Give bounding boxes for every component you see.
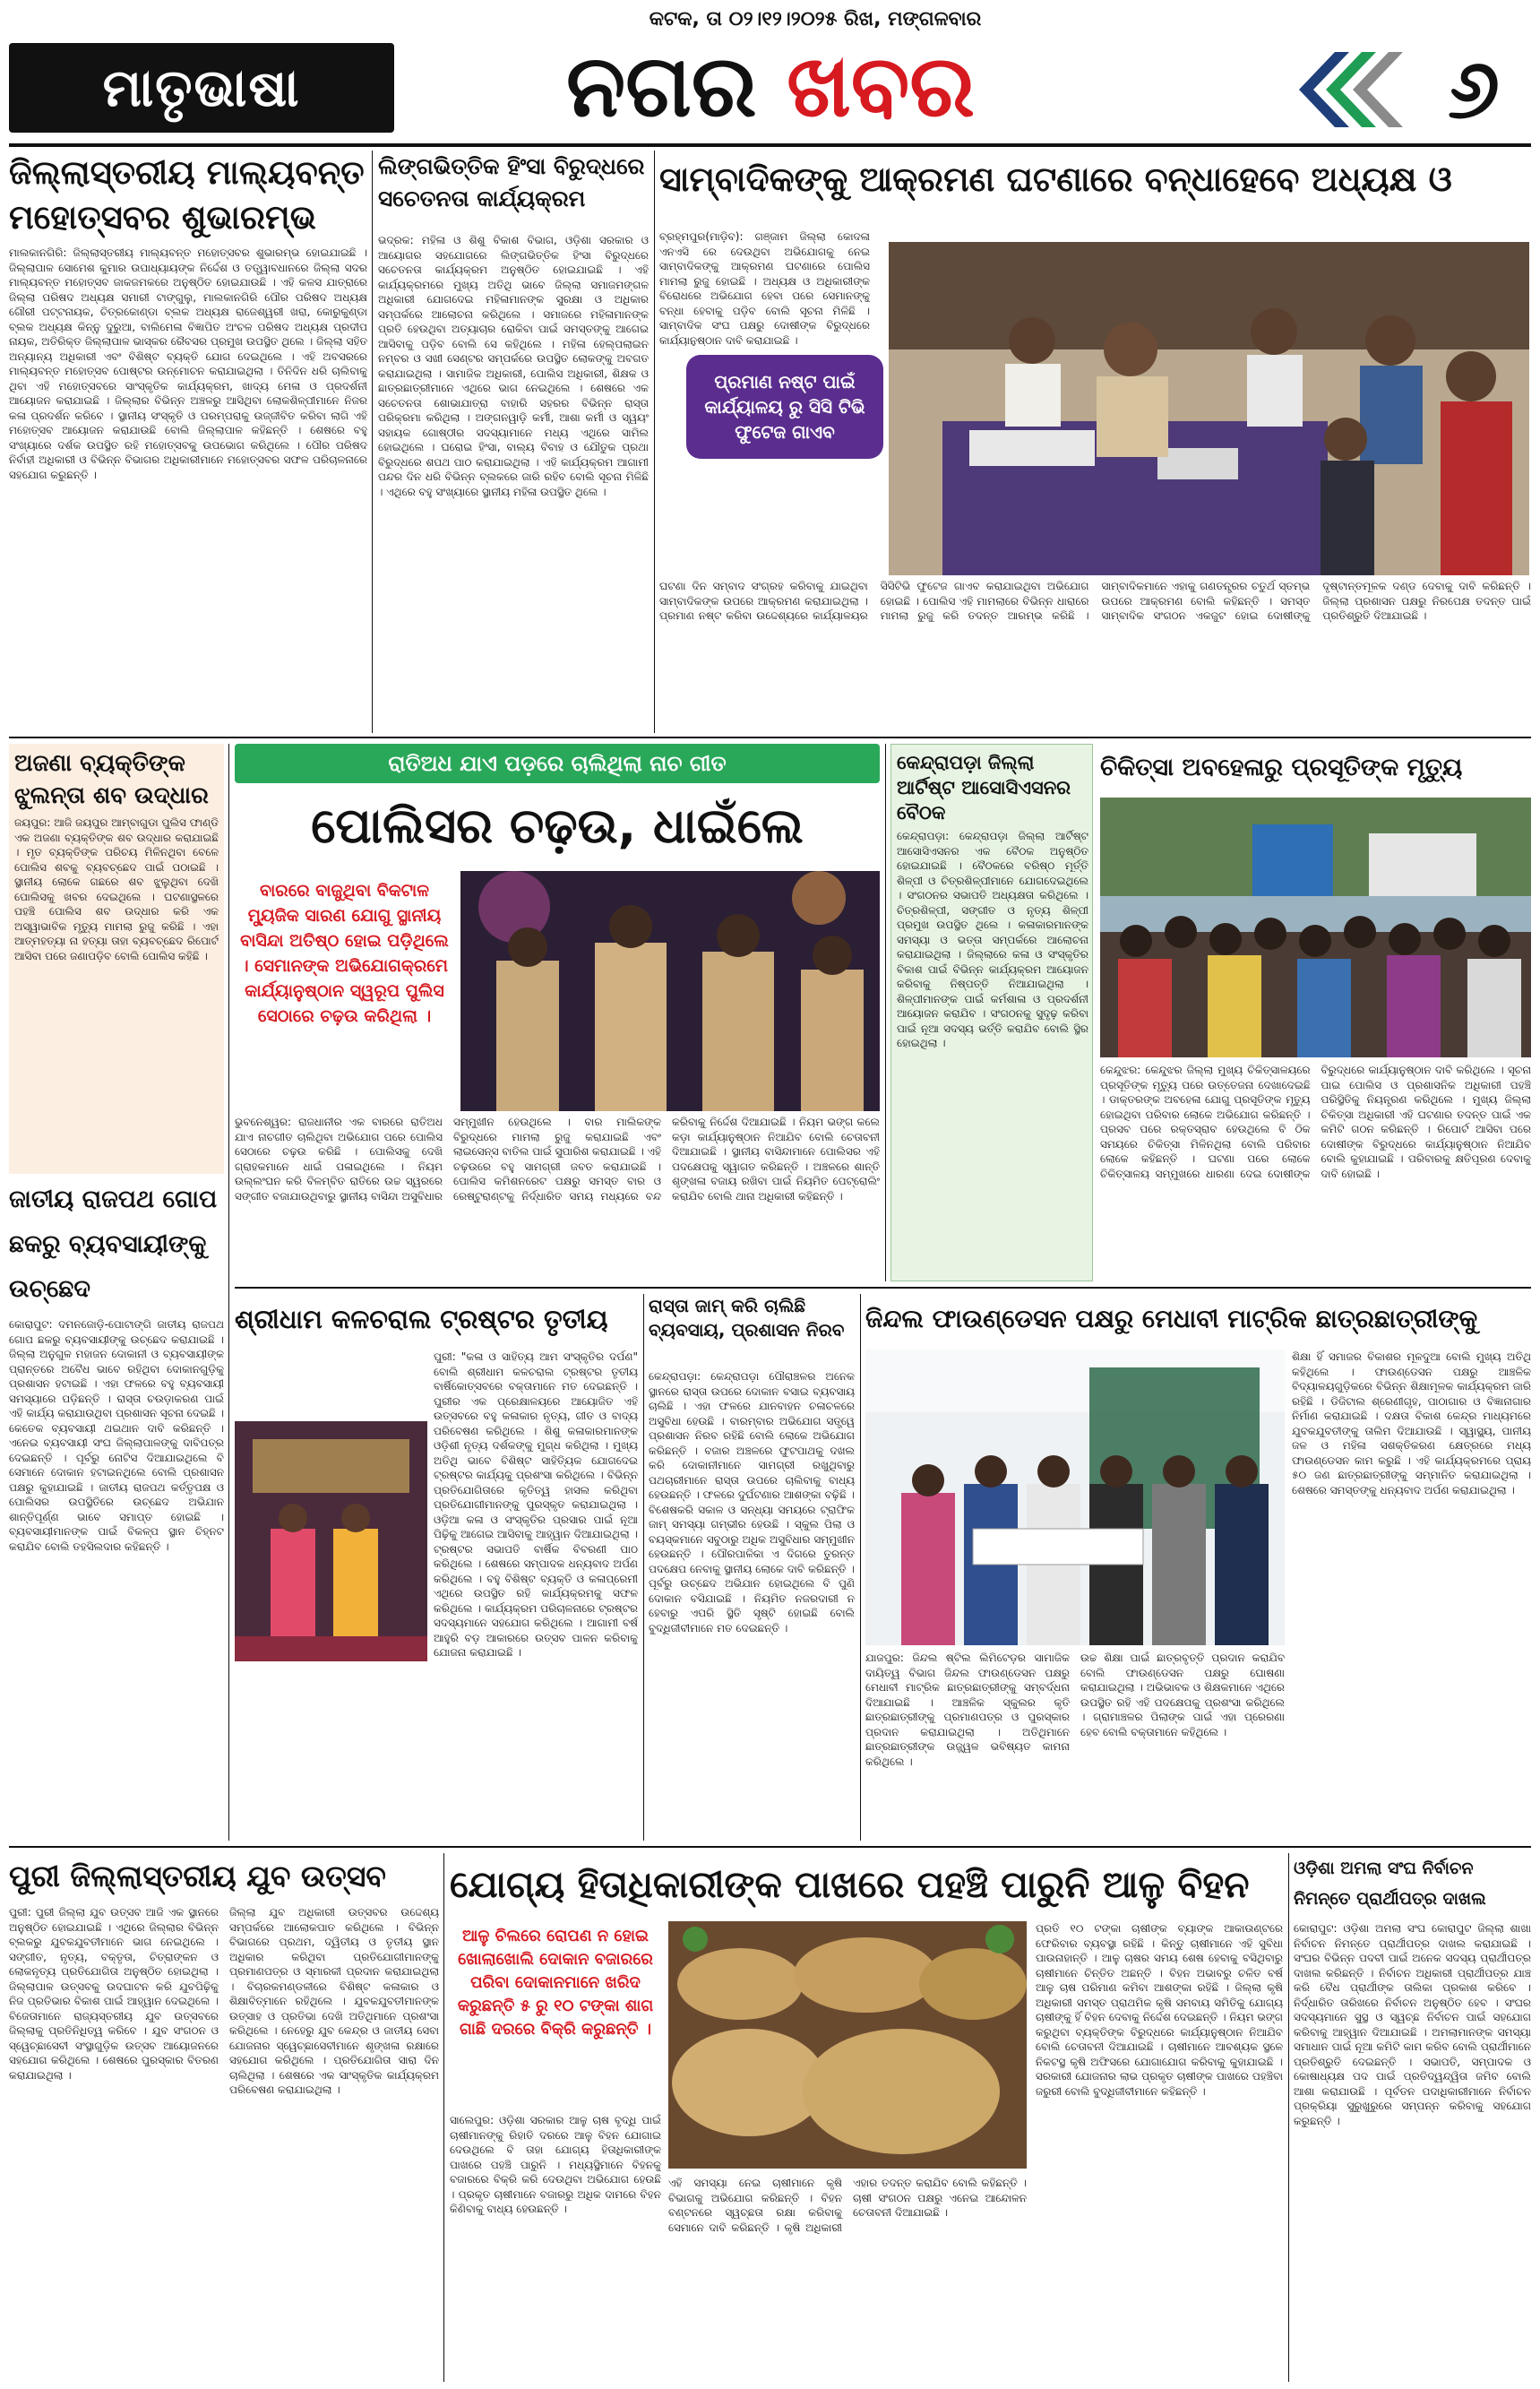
row-rule [9, 737, 1531, 738]
police-photo [460, 871, 880, 1111]
logo-text: ମାତୃଭାଷା [102, 57, 301, 118]
headline: ରାସ୍ତା ଜାମ୍ କରି ଚାଲିଛି ବ୍ୟବସାୟ, ପ୍ରଶାସନ ନିରବ [649, 1295, 845, 1341]
article-body-recovered [9, 744, 224, 1174]
body-text: ଜୟପୁର: ଆଜି ଜୟପୁର ଆମ୍ବାଗୁଡା ପୁଲିସ ଫାଣ୍ଡି ଏକ ଅଜଣା ବ୍ୟକ୍ତିଙ୍କ ଶବ ଉଦ୍ଧାର କରାଯାଇଛି । ମୃତ ବ୍ୟକ୍ତିଙ୍କ ପରିଚୟ ମିଳିନଥିବା ବେଳେ ପୋଲିସ ଶବକୁ ବ୍ୟବଚ୍ଛେଦ ପାଇଁ ପଠାଇଛି । ସ୍ଥାନୀୟ ଲୋକେ ଗଛରେ ଶବ ଝୁଲୁଥିବା ଦେଖି ପୋଲିସକୁ ଖବର ଦେଇଥିଲେ । ଘଟଣାସ୍ଥଳରେ ପହଞ୍ଚି ପୋଲିସ ଶବ ଉଦ୍ଧାର କରି ଏକ ଅସ୍ୱାଭାବିକ ମୃତ୍ୟୁ ମାମଲା ରୁଜୁ କରିଛି । ଏହା ଆତ୍ମହତ୍ୟା ନା ହତ୍ୟା ତାହା ବ୍ୟବଚ୍ଛେଦ ରିପୋର୍ଟ ଆସିବା ପରେ ଜଣାପଡ଼ିବ ବୋଲି ପୋଲିସ କହିଛି । [14, 816, 219, 962]
article-journalist-attack [659, 151, 1531, 733]
section-title-a: ନଗର [565, 36, 757, 136]
body-text: କୋରାପୁଟ: ଓଡ଼ିଶା ଅମଲା ସଂଘ କୋରାପୁଟ ଜିଲ୍ଲା ଶାଖା ନିର୍ବାଚନ ନିମନ୍ତେ ପ୍ରାର୍ଥୀପତ୍ର ଦାଖଲ କରାଯାଇଛି । ସଂଘର ବିଭିନ୍ନ ପଦବୀ ପାଇଁ ଅନେକ ସଦସ୍ୟ ପ୍ରାର୍ଥୀପତ୍ର ଦାଖଲ କରିଛନ୍ତି । ନିର୍ବାଚନ ଅଧିକାରୀ ପ୍ରାର୍ଥୀପତ୍ର ଯାଞ୍ଚ କରି ବୈଧ ପ୍ରାର୍ଥୀଙ୍କ ତାଲିକା ପ୍ରକାଶ କରିବେ । ନିର୍ଦ୍ଧାରିତ ତାରିଖରେ ନିର୍ବାଚନ ଅନୁଷ୍ଠିତ ହେବ । ସଂଘର ସଦସ୍ୟମାନେ ସୁସ୍ଥ ଓ ସ୍ୱଚ୍ଛ ନିର୍ବାଚନ ପାଇଁ ସହଯୋଗ କରିବାକୁ ଆହ୍ୱାନ ଦିଆଯାଇଛି । ଅମଲାମାନଙ୍କ ସମସ୍ୟା ସମାଧାନ ପାଇଁ ନୂଆ କମିଟି କାମ କରିବ ବୋଲି ପ୍ରାର୍ଥୀମାନେ ପ୍ରତିଶ୍ରୁତି ଦେଇଛନ୍ତି । ସଭାପତି, ସମ୍ପାଦକ ଓ କୋଷାଧ୍ୟକ୍ଷ ପଦ ପାଇଁ ପ୍ରତିଦ୍ୱନ୍ଦ୍ୱିତା ଜମିବ ବୋଲି ଆଶା କରାଯାଉଛି । ପୂର୍ବତନ ପଦାଧିକାରୀମାନେ ନିର୍ବାଚନ ପ୍ରକ୍ରିୟା ସୁରୁଖୁରୁରେ ସମ୍ପନ୍ନ କରିବାକୁ ସହଯୋଗ କରୁଛନ୍ତି । [1294, 1922, 1531, 2127]
body-text: କେନ୍ଦୁଝର: କେନ୍ଦୁଝର ଜିଲ୍ଲା ମୁଖ୍ୟ ଚିକିତ୍ସାଳୟରେ ପ୍ରସୂତିଙ୍କ ମୃତ୍ୟୁ ପରେ ଉତ୍ତେଜନା ଦେଖାଦେଇଛି । ଡାକ୍ତରଙ୍କ ଅବହେଳା ଯୋଗୁ ପ୍ରସୂତିଙ୍କ ମୃତ୍ୟୁ ହୋଇଥିବା ପରିବାର ଲୋକେ ଅଭିଯୋଗ କରିଛନ୍ତି । ପ୍ରସବ ପରେ ରକ୍ତସ୍ରାବ ହେଉଥିଲେ ବି ଠିକ ସମୟରେ ଚିକିତ୍ସା ମିଳିନଥିଲା ବୋଲି ପରିବାର ଲୋକେ କହିଛନ୍ତି । ଘଟଣା ପରେ ଲୋକେ ଚିକିତ୍ସାଳୟ ସମ୍ମୁଖରେ ଧାରଣା ଦେଇ ଦୋଷୀଙ୍କ ବିରୁଦ୍ଧରେ କାର୍ଯ୍ୟାନୁଷ୍ଠାନ ଦାବି କରିଥିଲେ । ସୂଚନା ପାଇ ପୋଲିସ ଓ ପ୍ରଶାସନିକ ଅଧିକାରୀ ପହଞ୍ଚି ପରିସ୍ଥିତିକୁ ନିୟନ୍ତ୍ରଣ କରିଥିଲେ । ମୁଖ୍ୟ ଜିଲ୍ଲା ଚିକିତ୍ସା ଅଧିକାରୀ ଏହି ଘଟଣାର ତଦନ୍ତ ପାଇଁ ଏକ କମିଟି ଗଠନ କରିଛନ୍ତି । ରିପୋର୍ଟ ଆସିବା ପରେ ଦୋଷୀଙ୍କ ବିରୁଦ୍ଧରେ କାର୍ଯ୍ୟାନୁଷ୍ଠାନ ନିଆଯିବ ବୋଲି କୁହାଯାଇଛି । ପରିବାରକୁ କ୍ଷତିପୂରଣ ଦେବାକୁ ଦାବି ହୋଇଛି । [1100, 1064, 1531, 1180]
article-road-jam [649, 1294, 855, 1841]
headline: ଯୋଗ୍ୟ ହିତାଧିକାରୀଙ୍କ ପାଖରେ ପହଞ୍ଚି ପାରୁନି ଆଳୁ ବିହନ [450, 1863, 1250, 1906]
stage-photo [235, 1421, 427, 1661]
masthead-logo [9, 43, 394, 133]
body-text-right: ଶିକ୍ଷା ହିଁ ସମାଜର ବିକାଶର ମୂଳଦୁଆ ବୋଲି ମୁଖ୍ୟ ଅତିଥି କହିଥିଲେ । ଫାଉଣ୍ଡେସନ ପକ୍ଷରୁ ଆଞ୍ଚଳିକ ବିଦ୍ୟାଳୟଗୁଡ଼ିକରେ ବିଭିନ୍ନ ଶିକ୍ଷାମୂଳକ କାର୍ଯ୍ୟକ୍ରମ ଜାରି ରହିଛି । ଡିଜିଟାଲ ଶ୍ରେଣୀଗୃହ, ପାଠାଗାର ଓ ବିଜ୍ଞାନାଗାର ନିର୍ମାଣ କରାଯାଇଛି । ଦକ୍ଷତା ବିକାଶ କେନ୍ଦ୍ର ମାଧ୍ୟମରେ ଯୁବକଯୁବତୀଙ୍କୁ ତାଲିମ ଦିଆଯାଉଛି । ସ୍ୱାସ୍ଥ୍ୟ, ପାନୀୟ ଜଳ ଓ ମହିଳା ସଶକ୍ତିକରଣ କ୍ଷେତ୍ରରେ ମଧ୍ୟ ଫାଉଣ୍ଡେସନ କାମ କରୁଛି । ଏହି କାର୍ଯ୍ୟକ୍ରମରେ ପ୍ରାୟ ୫୦ ଜଣ ଛାତ୍ରଛାତ୍ରୀଙ୍କୁ ସମ୍ମାନିତ କରାଯାଇଥିଲା । ଶେଷରେ ସମସ୍ତଙ୍କୁ ଧନ୍ୟବାଦ ଅର୍ପଣ କରାଯାଇଥିଲା । [1292, 1350, 1531, 1496]
body-text-right: ଏହି ସମସ୍ୟା ନେଇ ଚାଷୀମାନେ କୃଷି ବିଭାଗକୁ ଅଭିଯୋଗ କରିଛନ୍ତି । ବିହନ ବଣ୍ଟନରେ ସ୍ୱଚ୍ଛତା ରକ୍ଷା କରିବାକୁ ସେମାନେ ଦାବି କରିଛନ୍ତି । କୃଷି ଅଧିକାରୀ ଏହାର ତଦନ୍ତ କରାଯିବ ବୋଲି କହିଛନ୍ତି । ଚାଷୀ ସଂଗଠନ ପକ୍ଷରୁ ଏନେଇ ଆନ୍ଦୋଳନ ଚେତାବନୀ ଦିଆଯାଇଛି । [668, 2177, 1027, 2234]
column-rule [654, 151, 655, 733]
body-text: କେନ୍ଦ୍ରାପଡ଼ା: କେନ୍ଦ୍ରାପଡ଼ା ପୌରାଞ୍ଚଳର ଅନେକ ସ୍ଥାନରେ ରାସ୍ତା ଉପରେ ଦୋକାନ ବସାଇ ବ୍ୟବସାୟ ଚାଲିଛି । ଏହା ଫଳରେ ଯାନବାହନ ଚଳାଚଳରେ ଅସୁବିଧା ହେଉଛି । ବାରମ୍ବାର ଅଭିଯୋଗ ସତ୍ତ୍ୱେ ପ୍ରଶାସନ ନିରବ ରହିଛି ବୋଲି ଲୋକେ ଅଭିଯୋଗ କରିଛନ୍ତି । ବଜାର ଅଞ୍ଚଳରେ ଫୁଟପାଥକୁ ଦଖଲ କରି ଦୋକାନୀମାନେ ସାମଗ୍ରୀ ରଖୁଥିବାରୁ ପଥଚାରୀମାନେ ରାସ୍ତା ଉପରେ ଚାଲିବାକୁ ବାଧ୍ୟ ହେଉଛନ୍ତି । ଫଳରେ ଦୁର୍ଘଟଣାର ଆଶଙ୍କା ବଢ଼ିଛି । ବିଶେଷକରି ସକାଳ ଓ ସନ୍ଧ୍ୟା ସମୟରେ ଟ୍ରାଫିକ ଜାମ୍ ସମସ୍ୟା ଗମ୍ଭୀର ହେଉଛି । ସ୍କୁଲ ପିଲା ଓ ବୟସ୍କମାନେ ସବୁଠାରୁ ଅଧିକ ଅସୁବିଧାର ସମ୍ମୁଖୀନ ହେଉଛନ୍ତି । ପୌରପାଳିକା ଏ ଦିଗରେ ତୁରନ୍ତ ପଦକ୍ଷେପ ନେବାକୁ ସ୍ଥାନୀୟ ଲୋକେ ଦାବି କରିଛନ୍ତି । ପୂର୍ବରୁ ଉଚ୍ଛେଦ ଅଭିଯାନ ହୋଇଥିଲେ ବି ପୁଣି ଦୋକାନ ବସିଯାଇଛି । ନିୟମିତ ନଜରଦାରୀ ନ ହେବାରୁ ଏପରି ସ୍ଥିତି ସୃଷ୍ଟି ହୋଇଛି ବୋଲି ବୁଦ୍ଧିଜୀବୀମାନେ ମତ ଦେଇଛନ୍ତି । [649, 1370, 855, 1634]
callout: ଆଳୁ ଚିଲରେ ରୋପଣ ନ ହୋଇ ଖୋଲାଖୋଲି ଦୋକାନ ବଜାରରେ ପରିବା ଦୋକାନମାନେ ଖରିଦ କରୁଛନ୍ତି ୫ ରୁ ୧୦ ଟଙ୍କା ଶାଗ ଗାଛି ଦରରେ ବିକ୍ରି କରୁଛନ୍ତି । [457, 1927, 654, 2039]
felicitation-photo [865, 1350, 1285, 1645]
headline: ଜିଲ୍ଲାସ୍ତରୀୟ ମାଲ୍ୟବନ୍ତ ମହୋତ୍ସବର ଶୁଭାରମ୍ଭ [9, 153, 365, 237]
headline: ଶ୍ରୀଧାମ କଳଚରାଲ ଟ୍ରଷ୍ଟର ତୃତୀୟ [235, 1304, 608, 1334]
headline: ଓଡ଼ିଶା ଅମଲା ସଂଘ ନିର୍ବାଚନ ନିମନ୍ତେ ପ୍ରାର୍ଥୀପତ୍ର ଦାଖଲ [1294, 1859, 1486, 1909]
callout: ପ୍ରମାଣ ନଷ୍ଟ ପାଇଁ କାର୍ଯ୍ୟାଳୟ ରୁ ସିସି ଟିଭି ଫୁଟେଜ ଗାଏବ [686, 355, 883, 459]
section-title [421, 32, 1120, 140]
headline: ଜାତୀୟ ରାଜପଥ ଗୋପ ଛକରୁ ବ୍ୟବସାୟୀଙ୍କୁ ଉଚ୍ଛେଦ [9, 1186, 218, 1303]
column-rule [443, 1853, 444, 2382]
article-cultural-trust [235, 1294, 638, 1841]
chevron-logo-icon [1281, 45, 1407, 134]
body-text: କେନ୍ଦ୍ରାପଡ଼ା: କେନ୍ଦ୍ରାପଡ଼ା ଜିଲ୍ଲା ଆର୍ଟିଷ୍ଟ ଆସୋସିଏସନର ଏକ ବୈଠକ ଅନୁଷ୍ଠିତ ହୋଇଯାଇଛି । ବୈଠକରେ ବରିଷ୍ଠ ମୂର୍ତ୍ତି ଶିଳ୍ପୀ ଓ ଚିତ୍ରଶିଳ୍ପୀମାନେ ଯୋଗଦେଇଥିଲେ । ସଂଗଠନର ସଭାପତି ଅଧ୍ୟକ୍ଷତା କରିଥିଲେ । ଚିତ୍ରଶିଳ୍ପୀ, ସଙ୍ଗୀତ ଓ ନୃତ୍ୟ ଶିଳ୍ପୀ ପ୍ରମୁଖ ଉପସ୍ଥିତ ଥିଲେ । କଳାକାରମାନଙ୍କ ସମସ୍ୟା ଓ ଭତ୍ତା ସମ୍ପର୍କରେ ଆଲୋଚନା କରାଯାଇଥିଲା । ଜିଲ୍ଲାରେ କଳା ଓ ସଂସ୍କୃତିର ବିକାଶ ପାଇଁ ବିଭିନ୍ନ କାର୍ଯ୍ୟକ୍ରମ ଆୟୋଜନ କରିବାକୁ ନିଷ୍ପତ୍ତି ନିଆଯାଇଥିଲା । ଶିଳ୍ପୀମାନଙ୍କ ପାଇଁ କର୍ମଶାଳା ଓ ପ୍ରଦର୍ଶନୀ ଆୟୋଜନ କରାଯିବ । ସଂଗଠନକୁ ସୁଦୃଢ଼ କରିବା ପାଇଁ ନୂଆ ସଦସ୍ୟ ଭର୍ତ୍ତି କରାଯିବ ବୋଲି ସ୍ଥିର ହୋଇଥିଲା । [897, 830, 1088, 1049]
headline: ଅଜଣା ବ୍ୟକ୍ତିଙ୍କ ଝୁଲନ୍ତା ଶବ ଉଦ୍ଧାର [14, 750, 209, 809]
body-text-col: ପ୍ରତି ୧୦ ଟଙ୍କା ଚାଷୀଙ୍କ ବ୍ୟାଙ୍କ ଆକାଉଣ୍ଟରେ ଫେରିବାର ବ୍ୟବସ୍ଥା ରହିଛି । କିନ୍ତୁ ଚାଷୀମାନେ ଏହି ସୁବିଧା ପାଉନାହାନ୍ତି । ଆଳୁ ଚାଷର ସମୟ ଶେଷ ହେବାକୁ ବସିଥିବାରୁ ଚାଷୀମାନେ ଚିନ୍ତିତ ଅଛନ୍ତି । ବିହନ ଅଭାବରୁ ଚଳିତ ବର୍ଷ ଆଳୁ ଚାଷ ପରିମାଣ କମିବା ଆଶଙ୍କା ରହିଛି । ଜିଲ୍ଲା କୃଷି ଅଧିକାରୀ ସମସ୍ତ ପ୍ରାଥମିକ କୃଷି ସମବାୟ ସମିତିକୁ ଯୋଗ୍ୟ ଚାଷୀଙ୍କୁ ହିଁ ବିହନ ଦେବାକୁ ନିର୍ଦ୍ଦେଶ ଦେଇଛନ୍ତି । ନିୟମ ଭଙ୍ଗ କରୁଥିବା ବ୍ୟକ୍ତିଙ୍କ ବିରୁଦ୍ଧରେ କାର୍ଯ୍ୟାନୁଷ୍ଠାନ ନିଆଯିବ ବୋଲି ଚେତାବନୀ ଦିଆଯାଇଛି । ଚାଷୀମାନେ ଆବଶ୍ୟକ ସ୍ଥଳେ ନିକଟସ୍ଥ କୃଷି ଅଫିସରେ ଯୋଗାଯୋଗ କରିବାକୁ କୁହାଯାଇଛି । ସରକାରୀ ଯୋଜନାର ଲାଭ ପ୍ରକୃତ ଚାଷୀଙ୍କ ପାଖରେ ପହଞ୍ଚିବା ଜରୁରୀ ବୋଲି ବୁଦ୍ଧିଜୀବୀମାନେ କହିଛନ୍ତି । [1036, 1922, 1283, 2098]
row-rule [9, 1846, 1531, 1848]
body-text: ଭୁବନେଶ୍ୱର: ରାଜଧାନୀର ଏକ ବାରରେ ରାତିଅଧ ଯାଏ ନାଚଗୀତ ଚାଲିଥିବା ଅଭିଯୋଗ ପରେ ପୋଲିସ ସେଠାରେ ଚଢ଼ଉ କରିଛି । ପୋଲିସକୁ ଦେଖି ଗ୍ରାହକମାନେ ଧାଇଁ ପଳାଇଥିଲେ । ନିୟମ ଉଲ୍ଲଂଘନ କରି ବିଳମ୍ବିତ ରାତିରେ ଉଚ୍ଚ ସ୍ୱରରେ ସଙ୍ଗୀତ ବଜାଯାଉଥିବାରୁ ସ୍ଥାନୀୟ ବାସିନ୍ଦା ଅସୁବିଧାର ସମ୍ମୁଖୀନ ହେଉଥିଲେ । ବାର ମାଲିକଙ୍କ ବିରୁଦ୍ଧରେ ମାମଲା ରୁଜୁ କରାଯାଇଛି ଏବଂ ଲାଇସେନ୍ସ ବାତିଲ ପାଇଁ ସୁପାରିଶ କରାଯାଇଛି । ଏହି ଚଢ଼ଉରେ ବହୁ ସାମଗ୍ରୀ ଜବତ କରାଯାଇଛି । ପୋଲିସ କମିଶନରେଟ ପକ୍ଷରୁ ସମସ୍ତ ବାର ଓ ରେଷ୍ଟୁରାଣ୍ଟକୁ ନିର୍ଦ୍ଧାରିତ ସମୟ ମଧ୍ୟରେ ବନ୍ଦ କରିବାକୁ ନିର୍ଦ୍ଦେଶ ଦିଆଯାଇଛି । ନିୟମ ଭଙ୍ଗ କଲେ କଡ଼ା କାର୍ଯ୍ୟାନୁଷ୍ଠାନ ନିଆଯିବ ବୋଲି ଚେତାବନୀ ଦିଆଯାଇଛି । ସ୍ଥାନୀୟ ବାସିନ୍ଦାମାନେ ପୋଲିସର ଏହି ପଦକ୍ଷେପକୁ ସ୍ୱାଗତ କରିଛନ୍ତି । ଅଞ୍ଚଳରେ ଶାନ୍ତି ଶୃଙ୍ଖଳା ବଜାୟ ରଖିବା ପାଇଁ ନିୟମିତ ପେଟ୍ରୋଲିଂ କରାଯିବ ବୋଲି ଥାନା ଅଧିକାରୀ କହିଛନ୍ତି । [235, 1116, 880, 1203]
meeting-photo [889, 242, 1529, 575]
article-highway-eviction [9, 1177, 224, 1841]
article-youth-festival [9, 1853, 439, 2382]
headline: ସାମ୍ବାଦିକଙ୍କୁ ଆକ୍ରମଣ ଘଟଣାରେ ବନ୍ଧାହେବେ ଅଧ୍ୟକ୍ଷ ଓ [659, 160, 1452, 199]
callout: ବାରରେ ବାଜୁଥିବା ବିକଟାଳ ମ୍ୟୁଜିକ ସାରଣ ଯୋଗୁ ସ୍ଥାନୀୟ ବାସିନ୍ଦା ଅତିଷ୍ଠ ହୋଇ ପଡ଼ିଥିଲେ । ସେମାନଙ୍କ ଅଭିଯୋଗକ୍ରମେ କାର୍ଯ୍ୟାନୁଷ୍ଠାନ ସ୍ୱରୂପ ପୁଲିସ ସେଠାରେ ଚଢ଼ଉ କରିଥିଲା । [240, 881, 449, 1026]
article-gender-violence [378, 151, 649, 733]
body-text: ମାଲକାନଗିରି: ଜିଲ୍ଲାସ୍ତରୀୟ ମାଲ୍ୟବନ୍ତ ମହୋତ୍ସବର ଶୁଭାରମ୍ଭ ହୋଇଯାଇଛି । ଜିଲ୍ଲାପାଳ ସୋମେଶ କୁମାର ଉପାଧ୍ୟାୟଙ୍କ ନିର୍ଦ୍ଦେଶ ଓ ତତ୍ତ୍ୱାବଧାନରେ ଜିଲ୍ଲା ସଦର ମାଲ୍ୟବନ୍ତ ମହୋତ୍ସବ ଜାକଜମକରେ ଅନୁଷ୍ଠିତ ହୋଇଯାଉଛି । ଏହି କଳସ ଯାତ୍ରାରେ ଜିଲ୍ଲା ପରିଷଦ ଅଧ୍ୟକ୍ଷ ସମାରୀ ଟାଙ୍ଗୁଲୁ, ମାଲକାନଗିରି ପୌର ପରିଷଦ ଅଧ୍ୟକ୍ଷ ଗୌରୀ ପଟ୍ଟନାୟକ, ଚିତ୍ରକୋଣ୍ଡା ବ୍ଲକ ଅଧ୍ୟକ୍ଷ ରାଜେଶ୍ୱରୀ ଖରା, କୋରୁକୁଣ୍ଡା ବ୍ଲକ ଅଧ୍ୟକ୍ଷ କିନ୍ନୁ ଦୁରୁଆ, ବାଲିମେଳା ବିଜ୍ଞାପିତ ଅଂଚଳ ପରିଷଦ ଅଧ୍ୟକ୍ଷ ପ୍ରଦୀପ ନାୟକ, ଅତିରିକ୍ତ ଜିଲ୍ଲାପାଳ ଭାସ୍କର ରୈବସର ପ୍ରମୁଖ ଉପସ୍ଥିତ ଥିଲେ । ଜିଲ୍ଲା ସହିତ ଅନ୍ୟାନ୍ୟ ଅଧିକାରୀ ଏବଂ ବିଶିଷ୍ଟ ବ୍ୟକ୍ତି ଯୋଗ ଦେଇଥିଲେ । ଏହି ଅବସରରେ ମାଲ୍ୟବନ୍ତ ମହୋତ୍ସବ ପୋଷ୍ଟର ଉନ୍ମୋଚନ କରାଯାଇଥିଲା । ତିନିଦିନ ଧରି ଚାଲିବାକୁ ଥିବା ଏହି ମହୋତ୍ସବରେ ସାଂସ୍କୃତିକ କାର୍ଯ୍ୟକ୍ରମ, ଖାଦ୍ୟ ମେଳା ଓ ପ୍ରଦର୍ଶନୀ ଆୟୋଜନ କରାଯାଇଛି । ଜିଲ୍ଲାର ବିଭିନ୍ନ ଅଞ୍ଚଳରୁ ଆସିଥିବା ଲୋକଶିଳ୍ପୀମାନେ ନିଜର କଳା ପ୍ରଦର୍ଶନ କରିବେ । ସ୍ଥାନୀୟ ସଂସ୍କୃତି ଓ ପରମ୍ପରାକୁ ଉଜ୍ଜୀବିତ କରିବା ଲାଗି ଏହି ମହୋତ୍ସବ ଆୟୋଜନ କରାଯାଉଛି ବୋଲି ଜିଲ୍ଲାପାଳ କହିଛନ୍ତି । ଶେଷରେ ବହୁ ସଂଖ୍ୟାରେ ଦର୍ଶକ ଉପସ୍ଥିତ ରହି ମହୋତ୍ସବକୁ ଉପଭୋଗ କରିଥିଲେ । ପୌର ପରିଷଦ ନିର୍ବାହୀ ଅଧିକାରୀ ଓ ବିଭିନ୍ନ ବିଭାଗର ଅଧିକାରୀମାନେ ମହୋତ୍ସବର ସଫଳ ପରିଚାଳନାରେ ସହଯୋଗ କରୁଛନ୍ତି । [9, 246, 367, 481]
body-text-left: ଯାଜପୁର: ଜିନ୍ଦଲ ଷ୍ଟିଲ ଲିମିଟେଡ଼ର ସାମାଜିକ ଦାୟିତ୍ୱ ବିଭାଗ ଜିନ୍ଦଲ ଫାଉଣ୍ଡେସନ ପକ୍ଷରୁ ମେଧାବୀ ମାଟ୍ରିକ ଛାତ୍ରଛାତ୍ରୀଙ୍କୁ ସମ୍ବର୍ଦ୍ଧନା ଦିଆଯାଇଛି । ଆଞ୍ଚଳିକ ସ୍କୁଲର କୃତି ଛାତ୍ରଛାତ୍ରୀଙ୍କୁ ପ୍ରମାଣପତ୍ର ଓ ପୁରସ୍କାର ପ୍ରଦାନ କରାଯାଇଥିଲା । ଅତିଥିମାନେ ଛାତ୍ରଛାତ୍ରୀଙ୍କ ଉଜ୍ଜ୍ୱଳ ଭବିଷ୍ୟତ କାମନା କରିଥିଲେ । [865, 1652, 1070, 1768]
dateline: କଟକ, ତା ୦୨।୧୨।୨୦୨୫ ରିଖ, ମଙ୍ଗଳବାର [649, 8, 982, 30]
column-rule [860, 1294, 861, 1841]
body-text-2: ଜିଲ୍ଲା ଯୁବ ଅଧିକାରୀ ଉତ୍ସବର ଉଦ୍ଦେଶ୍ୟ ସମ୍ପର୍କରେ ଆଲୋକପାତ କରିଥିଲେ । ବିଭିନ୍ନ ବିଭାଗରେ ପ୍ରଥମ, ଦ୍ୱିତୀୟ ଓ ତୃତୀୟ ସ୍ଥାନ ଅଧିକାର କରିଥିବା ପ୍ରତିଯୋଗୀମାନଙ୍କୁ ପ୍ରମାଣପତ୍ର ଓ ସ୍ମାରକୀ ପ୍ରଦାନ କରାଯାଇଥିଲା । ବିଚାରକମଣ୍ଡଳୀରେ ବିଶିଷ୍ଟ କଳାକାର ଓ ଶିକ୍ଷାବିତ୍ମାନେ ରହିଥିଲେ । ଯୁବକଯୁବତୀମାନଙ୍କ ଉତ୍ସାହ ଓ ପ୍ରତିଭା ଦେଖି ଅତିଥିମାନେ ପ୍ରଶଂସା କରିଥିଲେ । ନେହେରୁ ଯୁବ କେନ୍ଦ୍ର ଓ ଜାତୀୟ ସେବା ଯୋଜନାର ସ୍ୱେଚ୍ଛାସେବୀମାନେ ଶୃଙ୍ଖଳା ରକ୍ଷାରେ ସହଯୋଗ କରିଥିଲେ । ପ୍ରତିଯୋଗିତା ସାରା ଦିନ ଚାଲିଥିଲା । ଶେଷରେ ଏକ ସାଂସ୍କୃତିକ କାର୍ଯ୍ୟକ୍ରମ ପରିବେଷଣ କରାଯାଇଥିଲା । [229, 1906, 439, 2096]
column-rule [885, 744, 886, 1281]
headline: ପୁରୀ ଜିଲ୍ଲାସ୍ତରୀୟ ଯୁବ ଉତ୍ସବ [9, 1859, 386, 1893]
headline: କେନ୍ଦ୍ରାପଡ଼ା ଜିଲ୍ଲା ଆର୍ଟିଷ୍ଟ ଆସୋସିଏସନର ବୈଠକ [897, 752, 1071, 824]
body-text-left: ବ୍ରହ୍ମପୁର(ମାଡ଼ିବ): ଗଞ୍ଜାମ ଜିଲ୍ଲା କୋଦଳା ଏନଏସି ରେ ଦେଉଥିବା ଅଭିଯୋଗକୁ ନେଇ ସାମ୍ବାଦିକଙ୍କୁ ଆକ୍ରମଣ ଘଟଣାରେ ପୋଲିସ ମାମଲା ରୁଜୁ ହୋଇଛି । ଅଧ୍ୟକ୍ଷ ଓ ଅଧିକାରୀଙ୍କ ବିରୋଧରେ ଅଭିଯୋଗ ହେବା ପରେ ସେମାନଙ୍କୁ ବନ୍ଧା ହେବାକୁ ପଡ଼ିବ ବୋଲି ସୂଚନା ମିଳିଛି । ସାମ୍ବାଦିକ ସଂଘ ପକ୍ଷରୁ ଦୋଷୀଙ୍କ ବିରୁଦ୍ଧରେ କାର୍ଯ୍ୟାନୁଷ୍ଠାନ ଦାବି କରାଯାଇଛି । [659, 230, 870, 346]
body-text: ପୁରୀ: "କଳା ଓ ସାହିତ୍ୟ ଆମ ସଂସ୍କୃତିର ଦର୍ପଣ" ବୋଲି ଶ୍ରୀଧାମ କଳଚରାଲ ଟ୍ରଷ୍ଟର ତୃତୀୟ ବାର୍ଷିକୋତ୍ସବରେ ବକ୍ତାମାନେ ମତ ଦେଇଛନ୍ତି । ପୁରୀର ଏକ ପ୍ରେକ୍ଷାଳୟରେ ଆୟୋଜିତ ଏହି ଉତ୍ସବରେ ବହୁ କଳାକାର ନୃତ୍ୟ, ଗୀତ ଓ ବାଦ୍ୟ ପରିବେଷଣ କରିଥିଲେ । ଶିଶୁ କଳାକାରମାନଙ୍କ ଓଡ଼ିଶୀ ନୃତ୍ୟ ଦର୍ଶକଙ୍କୁ ମୁଗ୍ଧ କରିଥିଲା । ମୁଖ୍ୟ ଅତିଥି ଭାବେ ବିଶିଷ୍ଟ ସାହିତ୍ୟିକ ଯୋଗଦେଇ ଟ୍ରଷ୍ଟର କାର୍ଯ୍ୟକୁ ପ୍ରଶଂସା କରିଥିଲେ । ବିଭିନ୍ନ ପ୍ରତିଯୋଗିତାରେ କୃତିତ୍ୱ ହାସଲ କରିଥିବା ପ୍ରତିଯୋଗୀମାନଙ୍କୁ ପୁରସ୍କୃତ କରାଯାଇଥିଲା । ଓଡ଼ିଆ କଳା ଓ ସଂସ୍କୃତିର ପ୍ରସାର ପାଇଁ ନୂଆ ପିଢ଼ିକୁ ଆଗେଇ ଆସିବାକୁ ଆହ୍ୱାନ ଦିଆଯାଇଥିଲା । ଟ୍ରଷ୍ଟର ସଭାପତି ବାର୍ଷିକ ବିବରଣୀ ପାଠ କରିଥିଲେ । ଶେଷରେ ସମ୍ପାଦକ ଧନ୍ୟବାଦ ଅର୍ପଣ କରିଥିଲେ । ବହୁ ବିଶିଷ୍ଟ ବ୍ୟକ୍ତି ଓ କଳାପ୍ରେମୀ ଏଥିରେ ଉପସ୍ଥିତ ରହି କାର୍ଯ୍ୟକ୍ରମକୁ ସଫଳ କରିଥିଲେ । କାର୍ଯ୍ୟକ୍ରମ ପରିଚାଳନାରେ ଟ୍ରଷ୍ଟର ସଦସ୍ୟମାନେ ସହଯୋଗ କରିଥିଲେ । ଆଗାମୀ ବର୍ଷ ଆହୁରି ବଡ଼ ଆକାରରେ ଉତ୍ସବ ପାଳନ କରିବାକୁ ଯୋଜନା କରାଯାଇଛି । [434, 1350, 638, 1659]
column-rule [372, 151, 373, 733]
article-potato-seed [450, 1853, 1283, 2382]
body-text-right: ଘଟଣା ଦିନ ସମ୍ବାଦ ସଂଗ୍ରହ କରିବାକୁ ଯାଇଥିବା ସାମ୍ବାଦିକଙ୍କ ଉପରେ ଆକ୍ରମଣ କରାଯାଇଥିଲା । ପ୍ରମାଣ ନଷ୍ଟ କରିବା ଉଦ୍ଦେଶ୍ୟରେ କାର୍ଯ୍ୟାଳୟର ସିସିଟିଭି ଫୁଟେଜ ଗାଏବ କରାଯାଇଥିବା ଅଭିଯୋଗ ହୋଇଛି । ପୋଲିସ ଏହି ମାମଲାରେ ବିଭିନ୍ନ ଧାରାରେ ମାମଲା ରୁଜୁ କରି ତଦନ୍ତ ଆରମ୍ଭ କରିଛି । ସାମ୍ବାଦିକମାନେ ଏହାକୁ ଗଣତନ୍ତ୍ରର ଚତୁର୍ଥ ସ୍ତମ୍ଭ ଉପରେ ଆକ୍ରମଣ ବୋଲି କହିଛନ୍ତି । ସମସ୍ତ ସାମ୍ବାଦିକ ସଂଗଠନ ଏକଜୁଟ ହୋଇ ଦୋଷୀଙ୍କୁ ଦୃଷ୍ଟାନ୍ତମୂଳକ ଦଣ୍ଡ ଦେବାକୁ ଦାବି କରିଛନ୍ତି । ଜିଲ୍ଲା ପ୍ରଶାସନ ପକ୍ଷରୁ ନିରପେକ୍ଷ ତଦନ୍ତ ପାଇଁ ପ୍ରତିଶ୍ରୁତି ଦିଆଯାଇଛି । [659, 580, 1531, 622]
headline: ଜିନ୍ଦଲ ଫାଉଣ୍ଡେସନ ପକ୍ଷରୁ ମେଧାବୀ ମାଟ୍ରିକ ଛାତ୍ରଛାତ୍ରୀଙ୍କୁ [865, 1304, 1478, 1333]
article-artist-association [890, 744, 1093, 1281]
page-number: ୬ [1448, 41, 1500, 137]
body-text: କୋରାପୁଟ: ଦମନଜୋଡ଼ି-ପୋଟାଙ୍ଗି ଜାତୀୟ ରାଜପଥ ଗୋପ ଛକରୁ ବ୍ୟବସାୟୀଙ୍କୁ ଉଚ୍ଛେଦ କରାଯାଇଛି । ଜିଲ୍ଲା ଅନୁଗୁଳ ମହାଜନ ଦୋକାନୀ ଓ ବ୍ୟବସାୟୀଙ୍କ ପ୍ରାନ୍ତରେ ଅବୈଧ ଭାବେ ରହିଥିବା ଦୋକାନଗୁଡ଼ିକୁ ପ୍ରଶାସନ ହଟାଇଛି । ଏହା ଫଳରେ ବହୁ ବ୍ୟବସାୟୀ ସମସ୍ୟାରେ ପଡ଼ିଛନ୍ତି । ରାସ୍ତା ଚଉଡ଼ାକରଣ ପାଇଁ ଏହି କାର୍ଯ୍ୟ କରାଯାଉଥିବା ପ୍ରଶାସନ ସୂଚନା ଦେଇଛି । କେତେକ ବ୍ୟବସାୟୀ ଥଇଥାନ ଦାବି କରିଛନ୍ତି । ଏନେଇ ବ୍ୟବସାୟୀ ସଂଘ ଜିଲ୍ଲାପାଳଙ୍କୁ ଦାବିପତ୍ର ଦେଇଛନ୍ତି । ପୂର୍ବରୁ ନୋଟିସ ଦିଆଯାଇଥିଲେ ବି ସେମାନେ ଦୋକାନ ହଟାଇନଥିଲେ ବୋଲି ପ୍ରଶାସନ ପକ୍ଷରୁ କୁହାଯାଇଛି । ଜାତୀୟ ରାଜପଥ କର୍ତ୍ତୃପକ୍ଷ ଓ ପୋଲିସର ଉପସ୍ଥିତିରେ ଉଚ୍ଛେଦ ଅଭିଯାନ ଶାନ୍ତିପୂର୍ଣ୍ଣ ଭାବେ ସମାପ୍ତ ହୋଇଛି । ବ୍ୟବସାୟୀମାନଙ୍କ ପାଇଁ ବିକଳ୍ପ ସ୍ଥାନ ଚିହ୍ନଟ କରାଯିବ ବୋଲି ତହସିଲଦାର କହିଛନ୍ତି । [9, 1318, 224, 1553]
body-text: ପୁରୀ: ପୁରୀ ଜିଲ୍ଲା ଯୁବ ଉତ୍ସବ ଆଜି ଏକ ସ୍ଥାନରେ ଅନୁଷ୍ଠିତ ହୋଇଯାଇଛି । ଏଥିରେ ଜିଲ୍ଲାର ବିଭିନ୍ନ ବ୍ଲକରୁ ଯୁବକଯୁବତୀମାନେ ଭାଗ ନେଇଥିଲେ । ସଙ୍ଗୀତ, ନୃତ୍ୟ, ବକ୍ତୃତା, ଚିତ୍ରାଙ୍କନ ଓ ଲୋକନୃତ୍ୟ ପ୍ରତିଯୋଗିତା ଅନୁଷ୍ଠିତ ହୋଇଥିଲା । ଜିଲ୍ଲାପାଳ ଉତ୍ସବକୁ ଉଦଘାଟନ କରି ଯୁବପିଢ଼ିକୁ ନିଜ ପ୍ରତିଭାର ବିକାଶ ପାଇଁ ଆହ୍ୱାନ ଦେଇଥିଲେ । ବିଜେତାମାନେ ରାଜ୍ୟସ୍ତରୀୟ ଯୁବ ଉତ୍ସବରେ ଜିଲ୍ଲାକୁ ପ୍ରତିନିଧିତ୍ୱ କରିବେ । ଯୁବ ସଂଗଠନ ଓ ସ୍ୱେଚ୍ଛାସେବୀ ସଂସ୍ଥାଗୁଡ଼ିକ ଉତ୍ସବ ଆୟୋଜନରେ ସହଯୋଗ କରିଥିଲେ । ଶେଷରେ ପୁରସ୍କାର ବିତରଣ କରାଯାଇଥିଲା । [9, 1906, 219, 2082]
section-title-b: ଖବର [787, 36, 976, 136]
body-text: ଭଦ୍ରକ: ମହିଳା ଓ ଶିଶୁ ବିକାଶ ବିଭାଗ, ଓଡ଼ିଶା ସରକାର ଓ ଆୟୋଗର ସହଯୋଗରେ ଲିଙ୍ଗଭିତ୍ତିକ ହିଂସା ବିରୁଦ୍ଧରେ ସଚେତନତା କାର୍ଯ୍ୟକ୍ରମ ଅନୁଷ୍ଠିତ ହୋଇଯାଇଛି । ଏହି କାର୍ଯ୍ୟକ୍ରମରେ ମୁଖ୍ୟ ଅତିଥି ଭାବେ ଜିଲ୍ଲା ସମାଜମଙ୍ଗଳ ଅଧିକାରୀ ଯୋଗଦେଇ ମହିଳାମାନଙ୍କ ସୁରକ୍ଷା ଓ ଅଧିକାର ସମ୍ପର୍କରେ ଆଲୋଚନା କରିଥିଲେ । ସମାଜରେ ମହିଳାମାନଙ୍କ ପ୍ରତି ହେଉଥିବା ଅତ୍ୟାଚାର ରୋକିବା ପାଇଁ ସମସ୍ତଙ୍କୁ ଆଗେଇ ଆସିବାକୁ ପଡ଼ିବ ବୋଲି ସେ କହିଥିଲେ । ମହିଳା ହେଲ୍ପଲାଇନ ନମ୍ବର ଓ ସଖୀ ସେଣ୍ଟର ସମ୍ପର୍କରେ ଉପସ୍ଥିତ ଲୋକଙ୍କୁ ଅବଗତ କରାଯାଇଥିଲା । ସାମାଜିକ ଅଧିକାରୀ, ପୋଲିସ ଅଧିକାରୀ, ଶିକ୍ଷକ ଓ ଛାତ୍ରଛାତ୍ରୀମାନେ ଏଥିରେ ଭାଗ ନେଇଥିଲେ । ଶେଷରେ ଏକ ସଚେତନତା ଶୋଭାଯାତ୍ରା ବାହାରି ସହରର ବିଭିନ୍ନ ରାସ୍ତା ପରିକ୍ରମା କରିଥିଲା । ଅଙ୍ଗନୱାଡ଼ି କର୍ମୀ, ଆଶା କର୍ମୀ ଓ ସ୍ୱୟଂ ସହାୟକ ଗୋଷ୍ଠୀର ସଦସ୍ୟାମାନେ ମଧ୍ୟ ଏଥିରେ ସାମିଲ ହୋଇଥିଲେ । ଘରୋଇ ହିଂସା, ବାଲ୍ୟ ବିବାହ ଓ ଯୌତୁକ ପ୍ରଥା ବିରୁଦ୍ଧରେ ଶପଥ ପାଠ କରାଯାଇଥିଲା । ଏହି କାର୍ଯ୍ୟକ୍ରମ ଆଗାମୀ ପନ୍ଦର ଦିନ ଧରି ବିଭିନ୍ନ ବ୍ଲକରେ ଜାରି ରହିବ ବୋଲି ସୂଚନା ମିଳିଛି । ଏଥିରେ ବହୁ ସଂଖ୍ୟାରେ ସ୍ଥାନୀୟ ମହିଳା ଉପସ୍ଥିତ ଥିଲେ । [378, 234, 649, 498]
column-rule [228, 744, 229, 1841]
article-police-raid [235, 744, 880, 1290]
potato-photo [668, 1921, 1027, 2169]
row-rule [235, 1287, 1531, 1289]
article-amala-election [1294, 1853, 1531, 2382]
body-text-left: ସାଲେପୁର: ଓଡ଼ିଶା ସରକାର ଆଳୁ ଚାଷ ବୃଦ୍ଧି ପାଇଁ ଚାଷୀମାନଙ୍କୁ ରିହାତି ଦରରେ ଆଳୁ ବିହନ ଯୋଗାଇ ଦେଉଥିଲେ ବି ତାହା ଯୋଗ୍ୟ ହିତାଧିକାରୀଙ୍କ ପାଖରେ ପହଞ୍ଚି ପାରୁନି । ମଧ୍ୟସ୍ଥିମାନେ ବିହନକୁ ବଜାରରେ ବିକ୍ରି କରି ଦେଉଥିବା ଅଭିଯୋଗ ହେଉଛି । ପ୍ରକୃତ ଚାଷୀମାନେ ବଜାରରୁ ଅଧିକ ଦାମରେ ବିହନ କିଣିବାକୁ ବାଧ୍ୟ ହେଉଛନ୍ତି । [450, 2114, 661, 2215]
article-mahotsav [9, 151, 367, 733]
column-rule [1288, 1853, 1289, 2382]
column-rule [643, 1294, 644, 1841]
headline: ଚିକିତ୍ସା ଅବହେଳାରୁ ପ୍ରସୂତିଙ୍କ ମୃତ୍ୟୁ [1100, 754, 1463, 781]
masthead-rule [9, 143, 1531, 147]
headline: ଲିଙ୍ଗଭିତ୍ତିକ ହିଂସା ବିରୁଦ୍ଧରେ ସଚେତନତା କାର୍ଯ୍ୟକ୍ରମ [378, 153, 645, 211]
banner: ରାତିଅଧ ଯାଏ ପଡ଼ରେ ଚାଲିଥିଲା ନାଚ ଗୀତ [235, 744, 880, 783]
body-text-mid: ଉଚ୍ଚ ଶିକ୍ଷା ପାଇଁ ଛାତ୍ରବୃତ୍ତି ପ୍ରଦାନ କରାଯିବ ବୋଲି ଫାଉଣ୍ଡେସନ ପକ୍ଷରୁ ଘୋଷଣା କରାଯାଇଥିଲା । ଅଭିଭାବକ ଓ ଶିକ୍ଷକମାନେ ଏଥିରେ ଉପସ୍ଥିତ ରହି ଏହି ପଦକ୍ଷେପକୁ ପ୍ରଶଂସା କରିଥିଲେ । ଗ୍ରାମାଞ୍ଚଳର ପିଲାଙ୍କ ପାଇଁ ଏହା ପ୍ରେରଣା ହେବ ବୋଲି ବକ୍ତାମାନେ କହିଥିଲେ । [1080, 1652, 1285, 1738]
article-maternal-death [1100, 744, 1531, 1281]
headline: ପୋଲିସର ଚଢ଼ଉ, ଧାଇଁଲେ [311, 798, 804, 854]
article-jindal-felicitation [865, 1294, 1531, 1841]
protest-photo [1100, 798, 1531, 1057]
